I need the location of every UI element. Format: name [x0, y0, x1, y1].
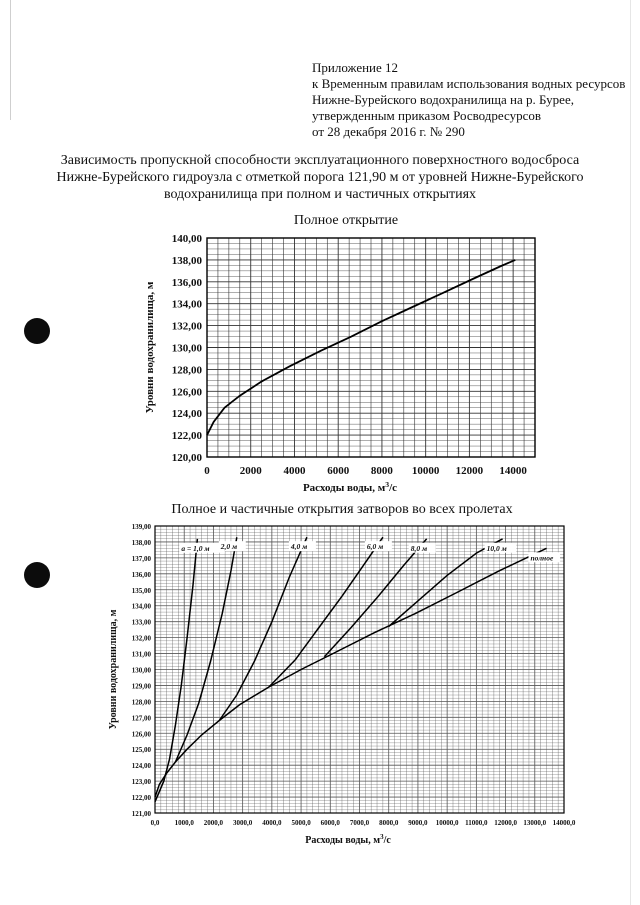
- y-tick-label: 135,00: [131, 586, 151, 595]
- y-tick-label: 128,00: [171, 364, 202, 377]
- x-tick-label: 8000,0: [379, 819, 399, 827]
- y-tick-label: 138,00: [131, 538, 151, 547]
- series-line-8-0-м: [324, 539, 426, 657]
- title-line: водохранилища при полном и частичных открытиях: [163, 187, 477, 202]
- appendix-line: Нижне-Бурейского водохранилища на р. Бурее,: [312, 92, 574, 107]
- x-tick-label: 12000: [455, 465, 484, 477]
- y-tick-label: 139,00: [131, 523, 151, 531]
- x-tick-label: 1000,0: [174, 819, 194, 827]
- title-line: Нижне-Бурейского гидроузла с отметкой порога 121,90 м от уровней Нижне-Бурейского: [56, 170, 584, 185]
- y-tick-label: 128,00: [131, 698, 151, 707]
- chart-title: Полное открытие: [293, 213, 399, 228]
- series-label: 8,0 м: [410, 543, 428, 553]
- x-tick-label: 13000,0: [523, 819, 547, 827]
- appendix-line: от 28 декабря 2016 г. № 290: [312, 124, 465, 139]
- x-tick-label: 2000: [239, 465, 262, 477]
- y-tick-label: 123,00: [131, 778, 151, 787]
- y-tick-label: 130,00: [171, 342, 202, 355]
- y-tick-label: 121,00: [131, 810, 151, 818]
- y-tick-label: 134,00: [131, 602, 151, 611]
- y-tick-label: 133,00: [131, 618, 151, 627]
- chart-partial-openings: [0, 495, 640, 855]
- y-axis-label: Уровни водохранилища, м: [108, 609, 119, 730]
- series-label: 2,0 м: [220, 542, 238, 552]
- x-tick-label: 11000,0: [465, 819, 488, 827]
- y-tick-label: 140,00: [171, 233, 202, 245]
- y-tick-label: 132,00: [131, 634, 151, 643]
- y-tick-label: 131,00: [131, 650, 151, 659]
- series-line-а-1-0-м: [155, 539, 197, 802]
- x-tick-label: 12000,0: [494, 819, 517, 827]
- series-label: а = 1,0 м: [181, 543, 210, 553]
- y-tick-label: 138,00: [171, 254, 202, 267]
- series-label: полное: [530, 553, 554, 563]
- x-tick-label: 8000: [370, 465, 393, 477]
- y-tick-label: 136,00: [131, 570, 151, 579]
- x-tick-label: 7000,0: [349, 819, 370, 827]
- y-tick-label: 122,00: [131, 794, 151, 803]
- y-tick-label: 126,00: [171, 386, 202, 399]
- x-tick-label: 10000,0: [435, 819, 459, 827]
- x-tick-label: 2000,0: [203, 819, 224, 827]
- series-label: 6,0 м: [366, 542, 384, 552]
- x-tick-label: 0: [204, 465, 210, 477]
- appendix-line: Приложение 12: [312, 60, 399, 75]
- chart-title: Полное и частичные открытия затворов во всех пролетах: [171, 502, 513, 517]
- x-tick-label: 5000,0: [291, 819, 311, 827]
- title-line: Зависимость пропускной способности эксплуатационного поверхностного водосброса: [60, 153, 580, 168]
- x-tick-label: 3000,0: [233, 819, 253, 827]
- y-tick-label: 127,00: [131, 714, 151, 723]
- x-axis-label: Расходы воды, $м^3/с$: [305, 833, 391, 846]
- x-tick-label: 4000,0: [262, 819, 282, 827]
- chart-full-opening: [0, 205, 640, 495]
- y-tick-label: 122,00: [171, 430, 202, 443]
- y-tick-label: 125,00: [131, 746, 151, 755]
- x-tick-label: 10000: [411, 465, 440, 477]
- x-tick-label: 0,0: [150, 819, 160, 827]
- appendix-line: утвержденным приказом Росводресурсов: [312, 108, 541, 123]
- y-tick-label: 132,00: [171, 320, 202, 333]
- series-label: 4,0 м: [290, 542, 308, 552]
- x-tick-label: 14000,0: [552, 819, 576, 827]
- y-tick-label: 124,00: [131, 762, 151, 771]
- y-tick-label: 126,00: [131, 730, 151, 739]
- y-tick-label: 134,00: [171, 298, 202, 311]
- x-tick-label: 6000,0: [320, 819, 340, 827]
- y-tick-label: 137,00: [131, 554, 151, 563]
- y-tick-label: 120,00: [171, 452, 202, 464]
- x-tick-label: 9000,0: [408, 819, 428, 827]
- series-label: 10,0 м: [486, 543, 507, 553]
- appendix-line: к Временным правилам использования водных ресурсов: [312, 76, 626, 91]
- y-tick-label: 129,00: [131, 682, 151, 691]
- page-title: [30, 152, 610, 203]
- x-tick-label: 14000: [499, 465, 527, 477]
- x-tick-label: 4000: [283, 465, 306, 477]
- y-axis-label: Уровни водохранилища, м: [144, 281, 156, 414]
- x-axis-label: Расходы воды, $м^3/с$: [302, 479, 398, 494]
- x-tick-label: 6000: [327, 465, 350, 477]
- scan-edge-line: [10, 0, 11, 120]
- y-tick-label: 136,00: [171, 276, 202, 289]
- y-tick-label: 130,00: [131, 666, 151, 675]
- appendix-note: [312, 60, 632, 140]
- y-tick-label: 124,00: [171, 408, 202, 421]
